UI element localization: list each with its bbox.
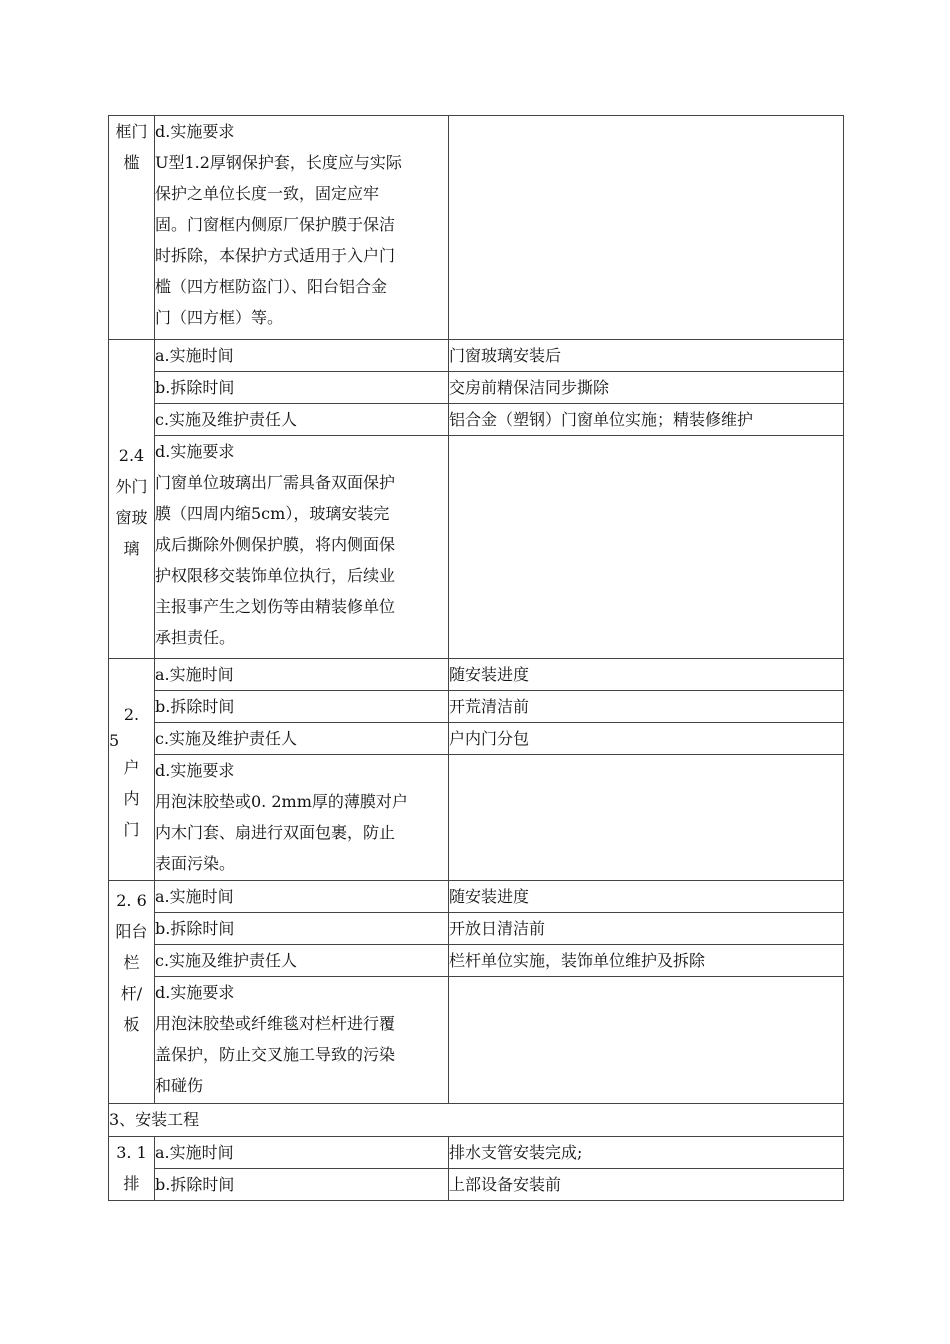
table-row: [109, 116, 844, 340]
table-row: [109, 691, 844, 723]
item-label: 2. 5 户 内 门: [109, 659, 155, 881]
table-row: [109, 404, 844, 436]
table-row: [109, 1104, 844, 1137]
table-row: [109, 881, 844, 913]
item-label: 3. 1 排: [109, 1137, 155, 1201]
time-label: a.实施时间: [155, 659, 449, 691]
time-label: a.实施时间: [155, 340, 449, 372]
table-row: [109, 340, 844, 372]
responsible-value: 户内门分包: [449, 723, 844, 755]
responsible-label: c.实施及维护责任人: [155, 404, 449, 436]
table-row: [109, 755, 844, 881]
table-row: [109, 977, 844, 1104]
requirements-cell: d.实施要求 门窗单位玻璃出厂需具备双面保护 膜（四周内缩5cm），玻璃安装完 成后撕除外侧保护膜，将内侧面保 护权限移交装饰单位执行，后续业 主报事产生之划伤等由精装修单位 承担责任。: [155, 436, 449, 659]
table-row: [109, 945, 844, 977]
item-label: 框门 槛: [109, 116, 155, 340]
table-row: [109, 436, 844, 659]
time-label: a.实施时间: [155, 881, 449, 913]
requirements-cell: d.实施要求 用泡沫胶垫或0. 2mm厚的薄膜对户 内木门套、扇进行双面包裹，防止 表面污染。: [155, 755, 449, 881]
table-row: [109, 1137, 844, 1169]
requirements-table: [108, 115, 844, 1201]
time-value: 门窗玻璃安装后: [449, 340, 844, 372]
removal-label: b.拆除时间: [155, 372, 449, 404]
responsible-value: 铝合金（塑钢）门窗单位实施；精装修维护: [449, 404, 844, 436]
removal-value: 交房前精保洁同步撕除: [449, 372, 844, 404]
responsible-label: c.实施及维护责任人: [155, 945, 449, 977]
time-value: 随安装进度: [449, 881, 844, 913]
item-label: 2.4 外门 窗玻 璃: [109, 340, 155, 659]
removal-label: b.拆除时间: [155, 913, 449, 945]
requirements-cell: d.实施要求 用泡沫胶垫或纤维毯对栏杆进行覆 盖保护，防止交叉施工导致的污染 和碰伤: [155, 977, 449, 1104]
empty-cell: [449, 977, 844, 1104]
empty-cell: [449, 755, 844, 881]
table-row: [109, 1169, 844, 1201]
table-row: [109, 723, 844, 755]
removal-value: 上部设备安装前: [449, 1169, 844, 1201]
section-heading: 3、安装工程: [109, 1104, 844, 1137]
table-row: [109, 913, 844, 945]
removal-value: 开荒清洁前: [449, 691, 844, 723]
time-label: a.实施时间: [155, 1137, 449, 1169]
empty-cell: [449, 116, 844, 340]
removal-label: b.拆除时间: [155, 691, 449, 723]
requirements-cell: d.实施要求 U型1.2厚钢保护套，长度应与实际 保护之单位长度一致，固定应牢 固。门窗框内侧原厂保护膜于保洁 时拆除，本保护方式适用于入户门 槛（四方框防盗门）、阳台铝合金 门（四方框）等。: [155, 116, 449, 340]
table-row: [109, 659, 844, 691]
table-row: [109, 372, 844, 404]
item-label: 2. 6 阳台 栏 杆/ 板: [109, 881, 155, 1104]
responsible-value: 栏杆单位实施，装饰单位维护及拆除: [449, 945, 844, 977]
responsible-label: c.实施及维护责任人: [155, 723, 449, 755]
removal-label: b.拆除时间: [155, 1169, 449, 1201]
time-value: 排水支管安装完成;: [449, 1137, 844, 1169]
time-value: 随安装进度: [449, 659, 844, 691]
empty-cell: [449, 436, 844, 659]
removal-value: 开放日清洁前: [449, 913, 844, 945]
